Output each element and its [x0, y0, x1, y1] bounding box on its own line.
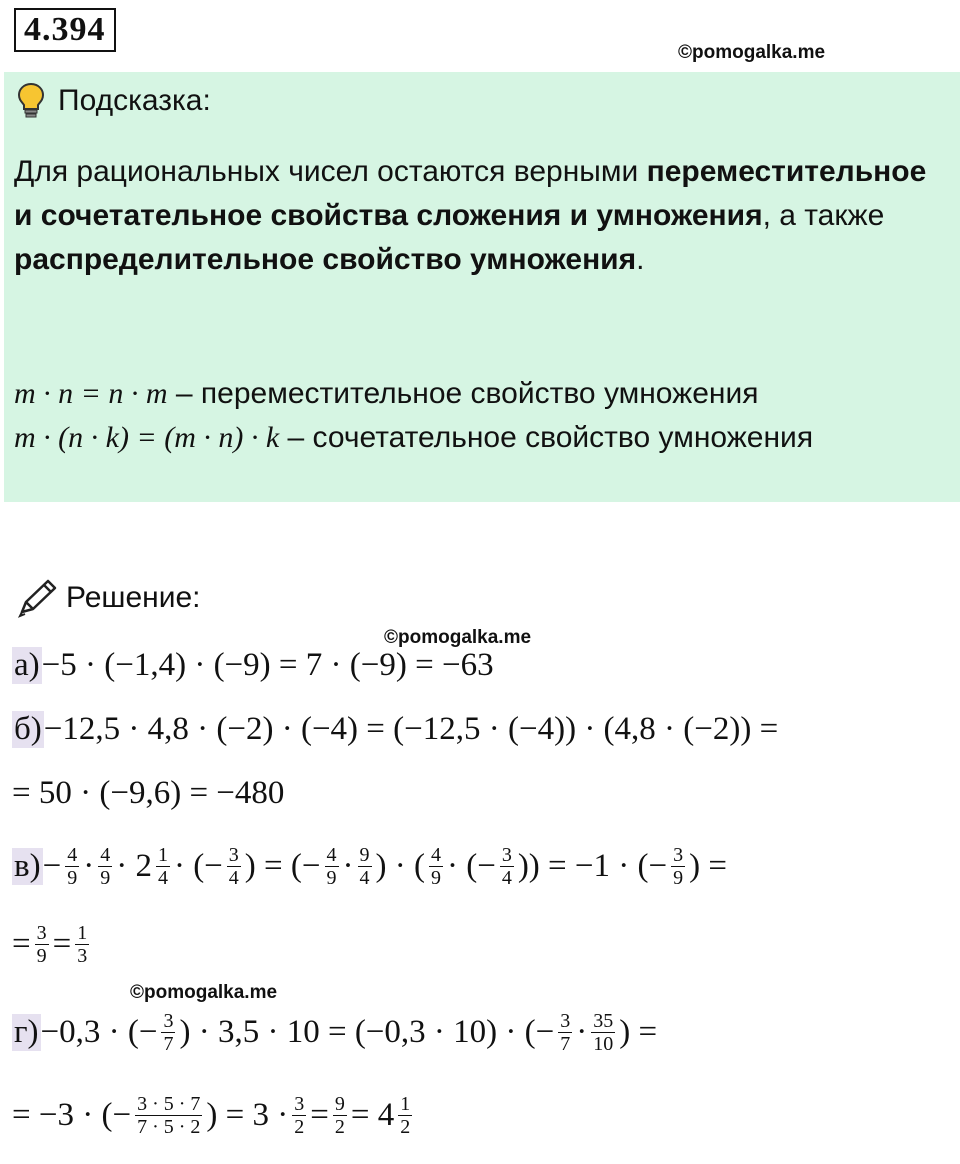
expr-text: = 4	[350, 1096, 395, 1133]
watermark: ©pomogalka.me	[130, 982, 278, 1003]
fraction	[65, 844, 79, 889]
hint-bold-2: распределительное свойство умножения	[14, 243, 637, 276]
expr-text: −	[42, 847, 62, 884]
fraction	[75, 922, 89, 967]
denominator: 4	[157, 866, 168, 889]
expr-text: ·	[83, 847, 95, 884]
solution-title: Решение:	[66, 581, 201, 614]
expr-text: ) =	[619, 1013, 658, 1050]
hint-header	[16, 82, 211, 120]
fraction	[358, 844, 372, 889]
fraction	[591, 1010, 615, 1055]
expr-text: )) = −1 · (−	[517, 847, 668, 884]
fraction	[227, 844, 241, 889]
solution-header	[16, 578, 200, 618]
fraction	[500, 844, 514, 889]
hint-text-1: Для рациональных чисел остаются верными	[14, 155, 647, 188]
expr-text: ) = (−	[244, 847, 321, 884]
expr-text: ·	[576, 1013, 588, 1050]
numerator: 3	[501, 843, 512, 866]
hint-paragraph	[14, 150, 934, 282]
expr-text: ·	[342, 847, 354, 884]
fraction	[558, 1010, 572, 1055]
expr-a: −5 · (−1,4) · (−9) = 7 · (−9) = −63	[41, 646, 494, 683]
formula-associative	[14, 418, 813, 458]
denominator: 2	[294, 1115, 305, 1138]
pencil-icon	[16, 578, 58, 618]
problem-number: 4.394	[14, 8, 116, 52]
numerator: 1	[77, 921, 88, 944]
formula-commutative-math: m · n = n · m	[14, 377, 168, 410]
numerator: 3 · 5 · 7	[137, 1092, 201, 1115]
solution-line-b-cont	[12, 770, 284, 816]
denominator: 9	[326, 866, 337, 889]
solution-line-g-cont	[12, 1082, 416, 1148]
numerator: 3	[163, 1009, 174, 1032]
numerator: 9	[334, 1092, 345, 1115]
numerator: 3	[228, 843, 239, 866]
expr-b-cont: = 50 · (−9,6) = −480	[12, 774, 285, 811]
numerator: 9	[359, 843, 370, 866]
hint-text-3: .	[636, 243, 645, 276]
expr-text: · (−	[173, 847, 223, 884]
expr-text: ) = 3 ·	[206, 1096, 289, 1133]
numerator: 3	[560, 1009, 571, 1032]
solution-line-g	[12, 998, 657, 1066]
numerator: 4	[67, 843, 78, 866]
fraction	[35, 922, 49, 967]
expr-text: =	[310, 1096, 329, 1133]
formula-associative-math: m · (n · k) = (m · n) · k	[14, 421, 280, 454]
numerator: 1	[400, 1092, 411, 1115]
watermark: ©pomogalka.me	[384, 627, 532, 648]
hint-title: Подсказка:	[58, 84, 211, 117]
denominator: 2	[334, 1115, 345, 1138]
solution-line-v-cont	[12, 912, 93, 976]
hint-bold-1: переместительное и сочетательное свойства сложения и умножения	[14, 155, 927, 232]
denominator: 4	[228, 866, 239, 889]
denominator: 2	[400, 1115, 411, 1138]
denominator: 4	[501, 866, 512, 889]
numerator: 4	[326, 843, 337, 866]
expr-text: =	[52, 925, 72, 962]
fraction	[429, 844, 443, 889]
expr-text: ) · 3,5 · 10 = (−0,3 · 10) · (−	[179, 1013, 555, 1050]
denominator: 9	[100, 866, 111, 889]
item-label-v: в)	[14, 847, 41, 884]
fraction	[671, 844, 685, 889]
numerator: 1	[157, 843, 168, 866]
fraction	[156, 844, 170, 889]
expr-text: ) =	[689, 847, 727, 884]
item-label-a: а)	[14, 646, 40, 683]
expr-text: ) · (	[375, 847, 425, 884]
fraction	[161, 1010, 175, 1055]
expr-text: =	[12, 925, 31, 962]
denominator: 10	[593, 1032, 614, 1055]
denominator: 9	[430, 866, 441, 889]
numerator: 35	[593, 1009, 614, 1032]
expr-b: −12,5 · 4,8 · (−2) · (−4) = (−12,5 · (−4)) · (4,8 · (−2)) =	[43, 710, 779, 747]
fraction	[325, 844, 339, 889]
watermark: ©pomogalka.me	[678, 42, 826, 63]
numerator: 3	[673, 843, 684, 866]
expr-text: · (−	[446, 847, 496, 884]
formula-associative-text: – сочетательное свойство умножения	[279, 421, 814, 454]
formula-commutative	[14, 374, 758, 414]
expr-text: −0,3 · (−	[40, 1013, 158, 1050]
fraction	[333, 1093, 347, 1138]
denominator: 9	[67, 866, 78, 889]
item-label-g: г)	[14, 1013, 39, 1050]
numerator: 3	[294, 1092, 305, 1115]
solution-line-b	[12, 706, 778, 752]
numerator: 3	[36, 921, 47, 944]
solution-line-a	[12, 642, 494, 688]
expr-text: · 2	[116, 847, 152, 884]
denominator: 7	[163, 1032, 174, 1055]
expr-text: = −3 · (−	[12, 1096, 132, 1133]
denominator: 4	[359, 866, 370, 889]
denominator: 9	[36, 944, 47, 967]
fraction	[98, 844, 112, 889]
denominator: 7 · 5 · 2	[137, 1115, 201, 1138]
denominator: 9	[673, 866, 684, 889]
hint-text-2: , а также	[762, 199, 885, 232]
denominator: 7	[560, 1032, 571, 1055]
fraction	[398, 1093, 412, 1138]
lightbulb-icon	[16, 82, 46, 120]
fraction	[135, 1093, 202, 1138]
fraction	[292, 1093, 306, 1138]
formula-commutative-text: – переместительное свойство умножения	[167, 377, 759, 410]
denominator: 3	[77, 944, 88, 967]
numerator: 4	[430, 843, 441, 866]
numerator: 4	[100, 843, 111, 866]
item-label-b: б)	[14, 710, 42, 747]
solution-line-v	[12, 834, 727, 898]
